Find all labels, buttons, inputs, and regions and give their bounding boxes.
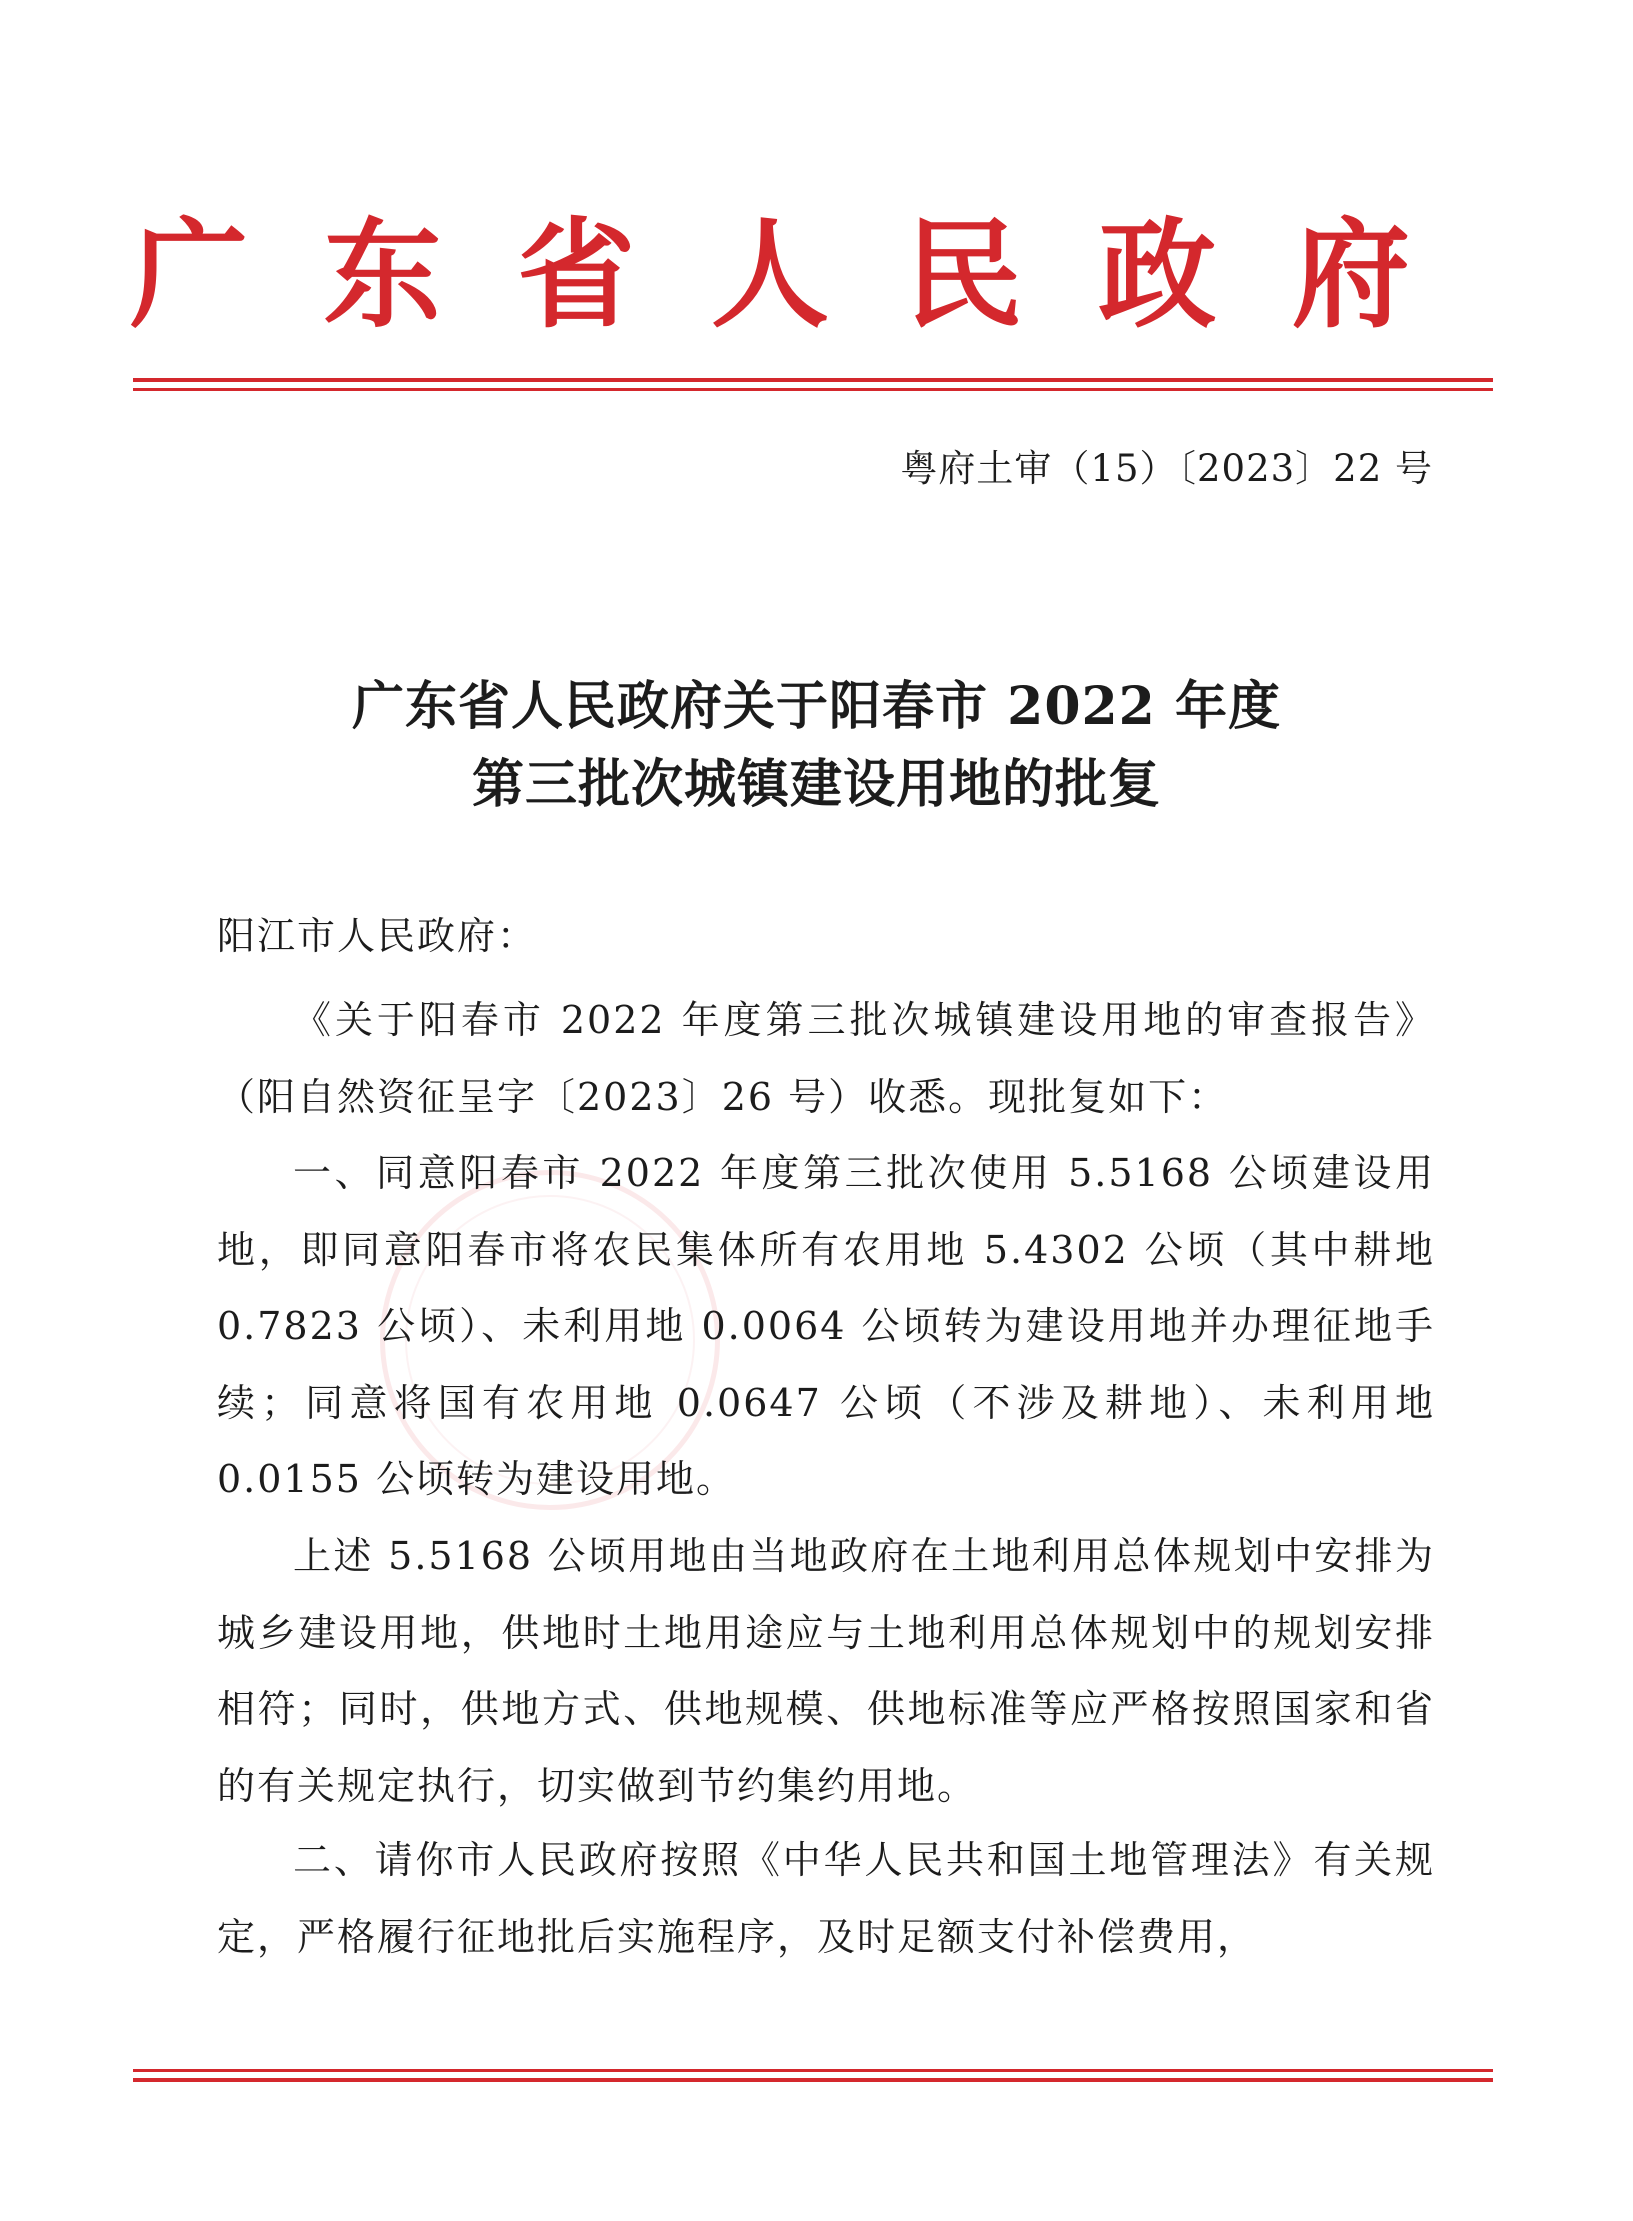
paragraph-text: 上述 5.5168 公顷用地由当地政府在土地利用总体规划中安排为城乡建设用地，供地时土地用途应与土地利用总体规划中的规划安排相符；同时，供地方式、供地规模、供地标准等应严格按照国家和省的有关规定执行，切实做到节约集约用地。 — [217, 1534, 1435, 1808]
masthead-char: 东 — [323, 205, 442, 344]
masthead — [130, 200, 1410, 350]
document-number: 粤府土审（15）〔2023〕22 号 — [900, 447, 1433, 490]
paragraph-reference — [217, 982, 1435, 1135]
masthead-char: 政 — [1098, 205, 1217, 344]
masthead-char: 广 — [130, 205, 249, 344]
masthead-char: 人 — [710, 205, 829, 344]
footer-divider — [133, 2078, 1493, 2082]
masthead-divider-thin — [133, 388, 1493, 391]
masthead-char: 省 — [517, 205, 636, 344]
paragraph-approval — [217, 1135, 1435, 1518]
masthead-divider — [133, 378, 1493, 382]
paragraph-implementation — [217, 1822, 1435, 1975]
footer-divider-thin — [133, 2069, 1493, 2072]
paragraph-land-planning — [217, 1518, 1435, 1824]
document-title-line-1: 广东省人民政府关于阳春市 2022 年度 — [352, 676, 1281, 737]
masthead-char: 府 — [1291, 205, 1410, 344]
paragraph-text: 《关于阳春市 2022 年度第三批次城镇建设用地的审查报告》（阳自然资征呈字〔2023〕26 号）收悉。现批复如下： — [217, 998, 1435, 1119]
paragraph-text: 一、同意阳春市 2022 年度第三批次使用 5.5168 公顷建设用地，即同意阳春市将农民集体所有农用地 5.4302 公顷（其中耕地 0.7823 公顷）、未利用地 0.0064 公顷转为建设用地并办理征地手续；同意将国有农用地 0.0647 公顷（不涉及耕地）、未利用地 0.0155 公顷转为建设用地。 — [217, 1151, 1435, 1501]
addressee: 阳江市人民政府： — [217, 914, 538, 958]
paragraph-text: 二、请你市人民政府按照《中华人民共和国土地管理法》有关规定，严格履行征地批后实施程序，及时足额支付补偿费用， — [217, 1838, 1435, 1959]
document-title-line-2: 第三批次城镇建设用地的批复 — [471, 754, 1161, 815]
masthead-char: 民 — [904, 205, 1023, 344]
